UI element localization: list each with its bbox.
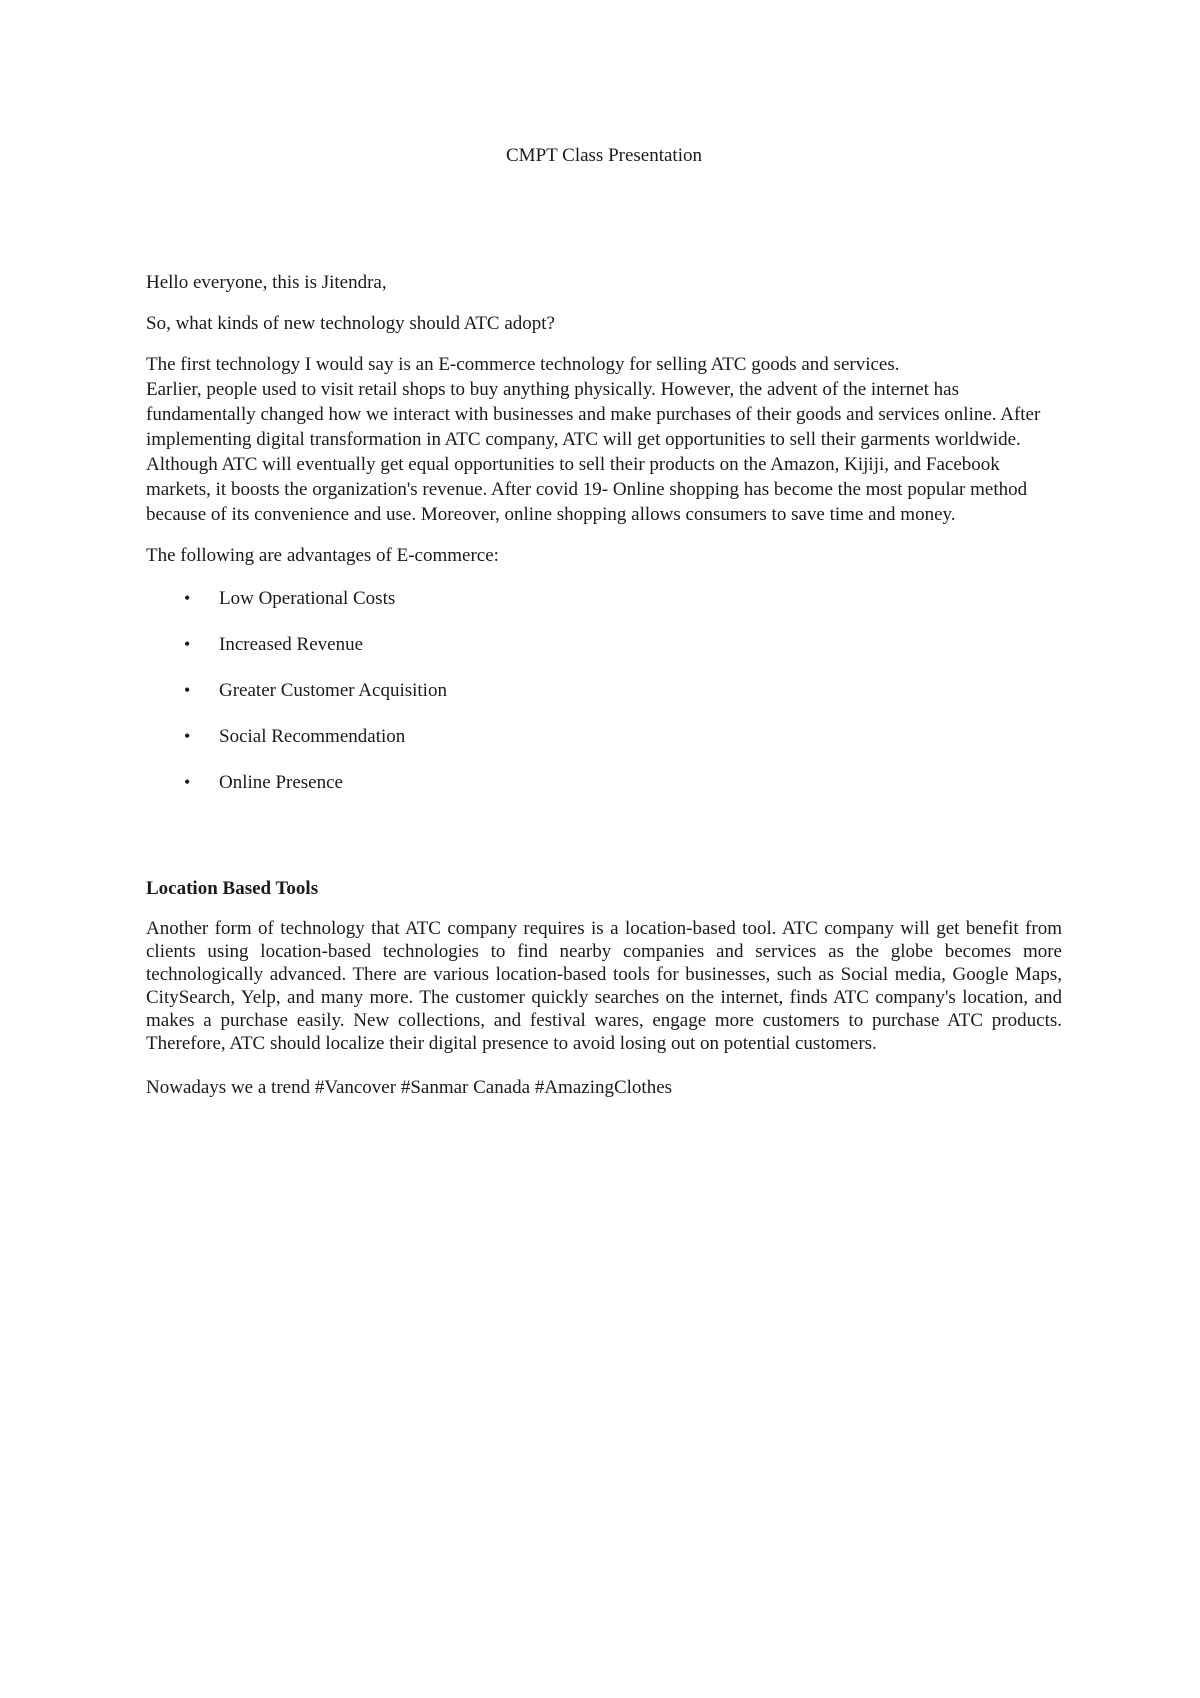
advantages-list bbox=[146, 586, 1062, 816]
document-title: CMPT Class Presentation bbox=[506, 145, 702, 166]
list-item-label: Greater Customer Acquisition bbox=[219, 680, 447, 701]
list-item bbox=[146, 770, 1062, 816]
section-heading: Location Based Tools bbox=[146, 878, 319, 899]
document-body bbox=[146, 270, 1062, 1116]
location-paragraph: Another form of technology that ATC company requires is a location-based tool. ATC company will get benefit from clients using location-based technologies to find nearby companies and services as the globe becomes more technologically advanced. There are various location-based tools for businesses, such as Social media, Google Maps, CitySearch, Yelp, and many more. The customer quickly searches on the internet, finds ATC company's location, and makes a purchase easily. New collections, and festival wares, engage more customers to purchase ATC products. Therefore, ATC should localize their digital presence to avoid losing out on potential customers. bbox=[146, 918, 1062, 1054]
advantages-intro: The following are advantages of E-commerce: bbox=[146, 545, 499, 566]
closing-line: Nowadays we a trend #Vancover #Sanmar Canada #AmazingClothes bbox=[146, 1077, 673, 1098]
list-item-label: Low Operational Costs bbox=[219, 588, 396, 609]
list-item bbox=[146, 632, 1062, 678]
list-item bbox=[146, 586, 1062, 632]
bullet-icon: • bbox=[184, 772, 191, 792]
ecommerce-paragraph-line-2: Earlier, people used to visit retail shops to buy anything physically. However, the advent of the internet has fundamentally changed how we interact with businesses and make purchases of their goods and services online. After implementing digital transformation in ATC company, ATC will get opportunities to sell their garments worldwide. Although ATC will eventually get equal opportunities to sell their products on the Amazon, Kijiji, and Facebook markets, it boosts the organization's revenue. After covid 19- Online shopping has become the most popular method because of its convenience and use. Moreover, online shopping allows consumers to save time and money. bbox=[146, 379, 1041, 525]
list-item bbox=[146, 678, 1062, 724]
ecommerce-paragraph-line-1: The first technology I would say is an E-commerce technology for selling ATC goods and services. bbox=[146, 354, 900, 375]
bullet-icon: • bbox=[184, 680, 191, 700]
question-paragraph: So, what kinds of new technology should ATC adopt? bbox=[146, 313, 555, 334]
ecommerce-paragraph bbox=[146, 352, 1062, 527]
bullet-icon: • bbox=[184, 634, 191, 654]
list-item-label: Increased Revenue bbox=[219, 634, 364, 655]
list-item-label: Online Presence bbox=[219, 772, 343, 793]
list-item bbox=[146, 724, 1062, 770]
list-item-label: Social Recommendation bbox=[219, 726, 406, 747]
bullet-icon: • bbox=[184, 588, 191, 608]
greeting-paragraph: Hello everyone, this is Jitendra, bbox=[146, 272, 387, 293]
bullet-icon: • bbox=[184, 726, 191, 746]
